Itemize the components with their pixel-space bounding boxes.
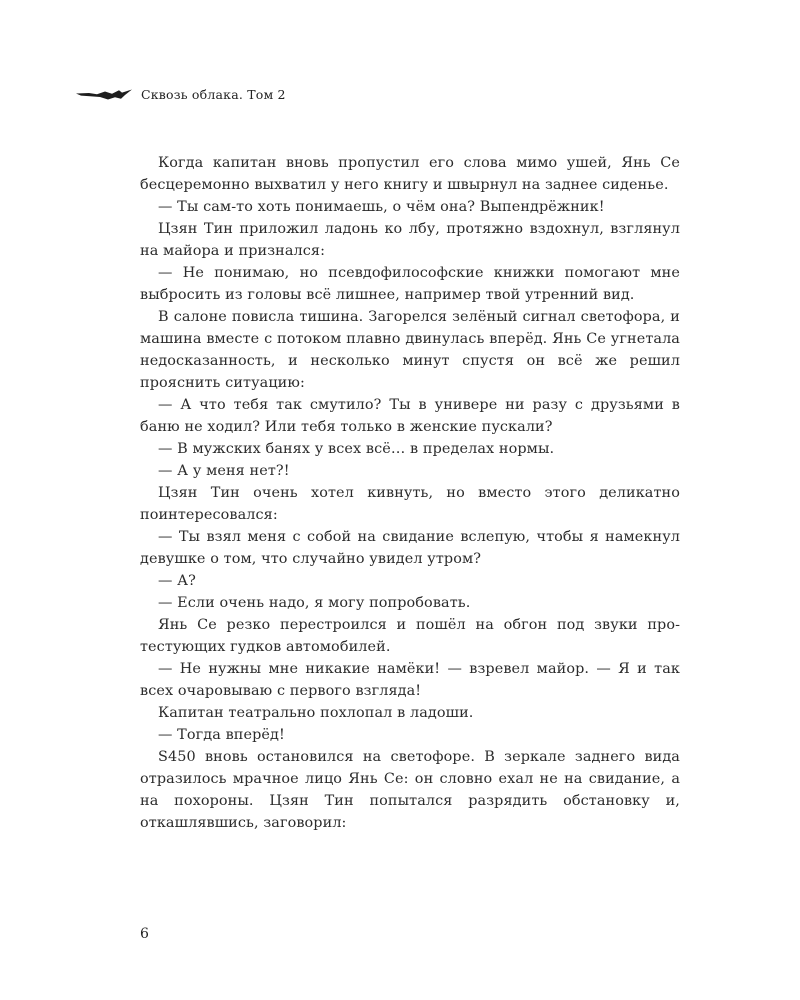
paragraph: — А что тебя так смутило? Ты в универе ни разу с друзьями в баню не ходил? Или тебя только в женские пускали?	[140, 397, 680, 435]
paragraph: — А у меня нет?!	[158, 463, 290, 479]
paragraph: Янь Се резко перестроился и пошёл на обгон под звуки протестующих гудков автомобилей.	[140, 617, 680, 655]
book-title: Сквозь облака. Том 2	[141, 86, 286, 102]
crane-silhouette-icon	[75, 87, 133, 101]
paragraph: — Если очень надо, я могу попробовать.	[158, 595, 471, 611]
paragraph: Цзян Тин приложил ладонь ко лбу, протяжно вздохнул, взглянул на майора и признался:	[140, 221, 680, 259]
paragraph: — Не нужны мне никакие намёки! — взревел майор. — Я и так всех очаровываю с первого взгляда!	[140, 661, 680, 699]
paragraph: — А?	[158, 573, 196, 589]
paragraph: Когда капитан вновь пропустил его слова мимо ушей, Янь Се бесцеремонно выхватил у него книгу и швырнул на заднее сиденье.	[140, 155, 680, 193]
body-text	[140, 152, 680, 834]
paragraph: — В мужских банях у всех всё… в пределах нормы.	[158, 441, 555, 457]
paragraph: Цзян Тин очень хотел кивнуть, но вместо этого деликатно поинтересовался:	[140, 485, 680, 523]
running-header	[75, 84, 286, 104]
page-number: 6	[140, 926, 149, 942]
paragraph: Капитан театрально похлопал в ладоши.	[158, 705, 474, 721]
paragraph: — Тогда вперёд!	[158, 727, 285, 743]
paragraph: — Не понимаю, но псевдофилософские книжки помогают мне выбросить из головы всё лишнее, например твой утренний вид.	[140, 265, 680, 303]
paragraph: S450 вновь остановился на светофоре. В зеркале заднего вида отразилось мрачное лицо Янь Се: он словно ехал не на свидание, а на похороны. Цзян Тин попытался разрядить обстановку и, откашлявшись, заговорил:	[140, 749, 680, 831]
paragraph: — Ты взял меня с собой на свидание вслепую, чтобы я намекнул девушке о том, что случайно увидел утром?	[140, 529, 680, 567]
paragraph: В салоне повисла тишина. Загорелся зелёный сигнал светофора, и машина вместе с потоком плавно двинулась вперёд. Янь Се угнетала недосказанность, и несколько минут спустя он всё же решил прояснить ситуацию:	[140, 309, 680, 391]
paragraph: — Ты сам-то хоть понимаешь, о чём она? Выпендрёжник!	[158, 199, 605, 215]
